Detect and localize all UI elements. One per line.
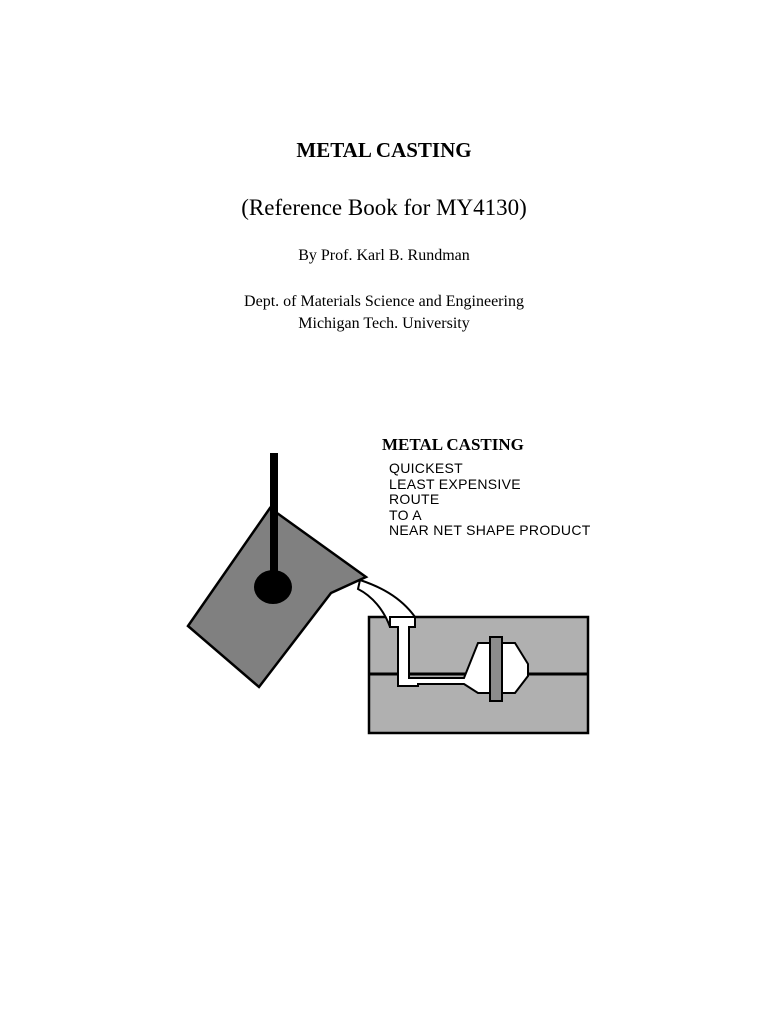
- figure-line: TO A: [389, 506, 422, 523]
- figure-line: LEAST EXPENSIVE: [389, 475, 521, 492]
- university-line: Michigan Tech. University: [298, 315, 470, 332]
- author-line: By Prof. Karl B. Rundman: [298, 247, 470, 264]
- department-line: Dept. of Materials Science and Engineering: [244, 293, 524, 310]
- figure-line: ROUTE: [389, 491, 440, 507]
- figure-line: QUICKEST: [389, 460, 463, 476]
- ladle-handle-rod: [270, 453, 278, 590]
- document-subtitle: (Reference Book for MY4130): [241, 195, 527, 220]
- mold-core: [490, 637, 502, 701]
- figure-line: NEAR NET SHAPE PRODUCT: [389, 522, 591, 538]
- document-title: METAL CASTING: [296, 138, 472, 162]
- figure-heading: METAL CASTING: [382, 435, 524, 454]
- ladle-knob: [254, 570, 292, 604]
